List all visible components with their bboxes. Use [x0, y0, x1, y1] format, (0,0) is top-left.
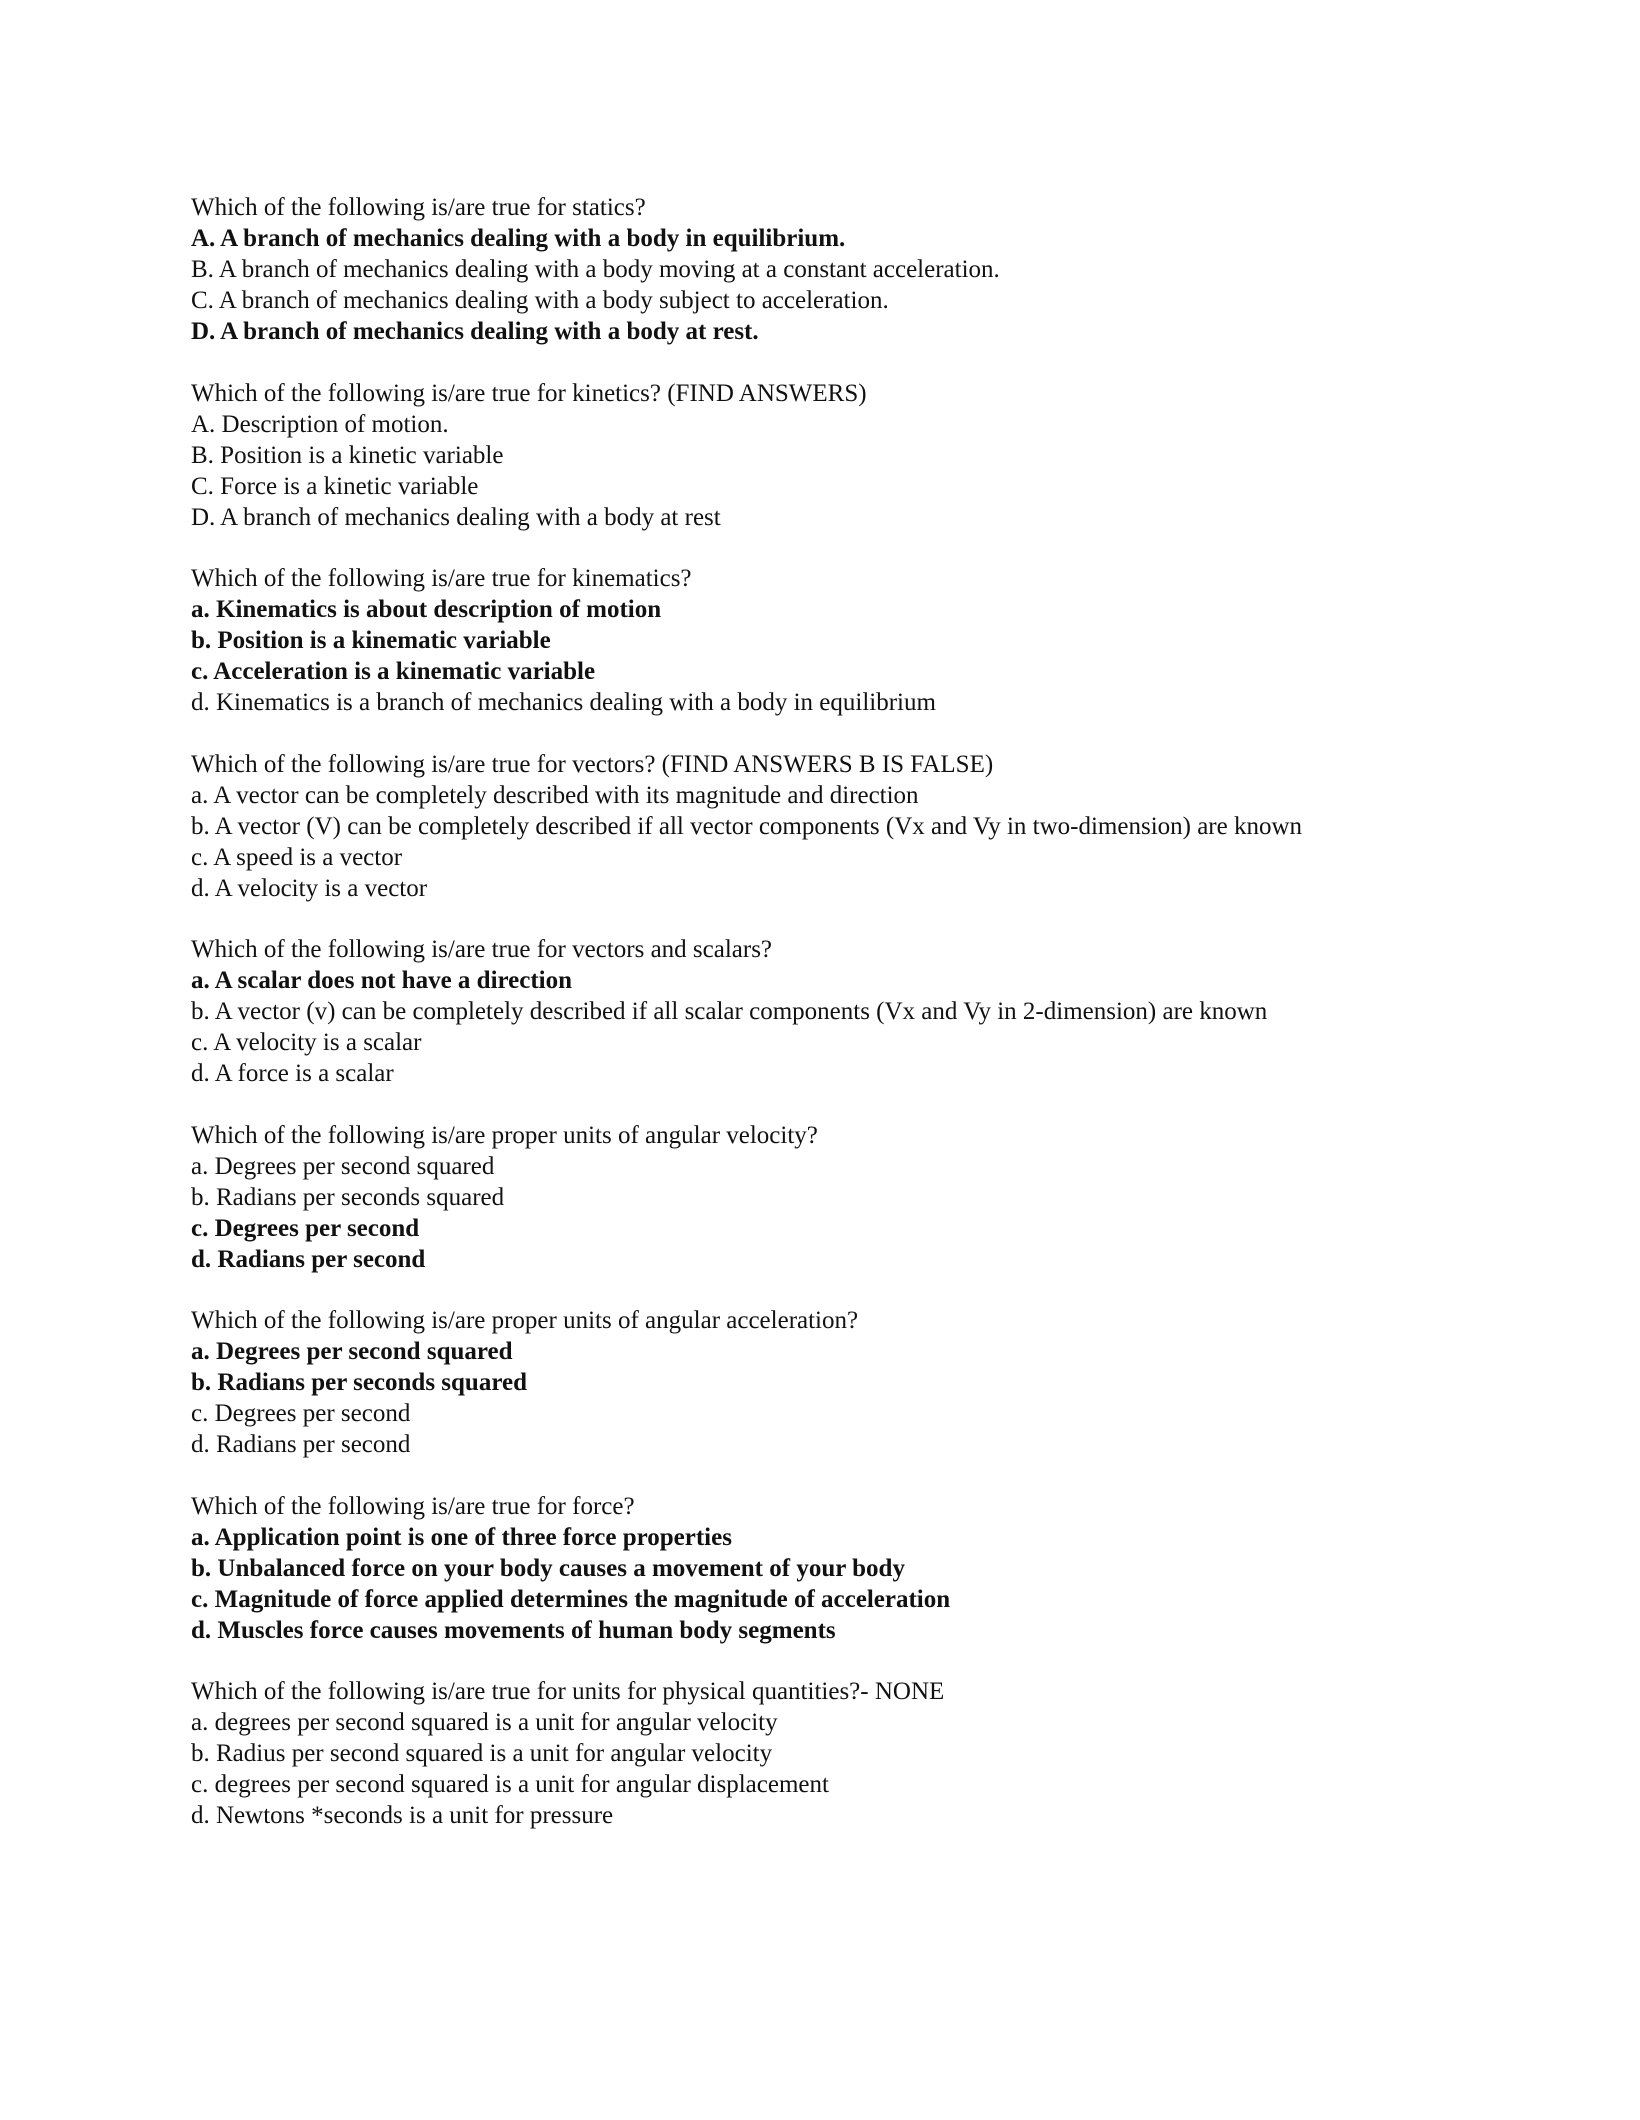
answer-option-correct: a. Degrees per second squared — [191, 1338, 513, 1365]
answer-option: d. A force is a scalar — [191, 1060, 394, 1087]
question-prompt: Which of the following is/are true for vectors and scalars? — [191, 936, 773, 963]
answer-option: a. A vector can be completely described with its magnitude and direction — [191, 781, 919, 809]
answer-option-correct: b. Radians per seconds squared — [191, 1369, 527, 1396]
answer-option: C. A branch of mechanics dealing with a body subject to acceleration. — [191, 287, 889, 314]
answer-option-correct: c. Magnitude of force applied determines the magnitude of acceleration — [191, 1585, 951, 1613]
question-prompt: Which of the following is/are proper units of angular velocity? — [191, 1121, 818, 1149]
answer-option: B. Position is a kinetic variable — [191, 441, 504, 469]
question-block — [191, 192, 1491, 347]
question-prompt: Which of the following is/are true for vectors? (FIND ANSWERS B IS FALSE) — [191, 750, 994, 778]
answer-option-correct: a. Kinematics is about description of motion — [191, 596, 662, 623]
answer-option: d. A velocity is a vector — [191, 874, 428, 902]
answer-option: d. Newtons *seconds is a unit for pressure — [191, 1802, 614, 1829]
answer-option-correct: c. Degrees per second — [191, 1214, 420, 1242]
question-block — [191, 1491, 1491, 1646]
question-block — [191, 749, 1491, 904]
answer-option: D. A branch of mechanics dealing with a body at rest — [191, 503, 721, 531]
answer-option: a. Degrees per second squared — [191, 1152, 495, 1180]
answer-option-correct: b. Position is a kinematic variable — [191, 627, 551, 654]
answer-option: c. degrees per second squared is a unit for angular displacement — [191, 1771, 829, 1798]
answer-option: A. Description of motion. — [191, 410, 449, 438]
answer-option: C. Force is a kinetic variable — [191, 472, 479, 500]
answer-option-correct: D. A branch of mechanics dealing with a body at rest. — [191, 318, 759, 345]
answer-option: c. A velocity is a scalar — [191, 1029, 422, 1056]
answer-option: d. Radians per second — [191, 1431, 411, 1458]
question-block — [191, 378, 1491, 533]
question-prompt: Which of the following is/are true for kinematics? — [191, 565, 692, 592]
answer-option: B. A branch of mechanics dealing with a body moving at a constant acceleration. — [191, 256, 1000, 283]
answer-option-correct: a. A scalar does not have a direction — [191, 967, 573, 994]
question-block — [191, 1120, 1491, 1275]
question-list — [191, 192, 1491, 1862]
answer-option-correct: d. Muscles force causes movements of human body segments — [191, 1616, 836, 1644]
question-block — [191, 563, 1491, 718]
answer-option: a. degrees per second squared is a unit for angular velocity — [191, 1709, 778, 1736]
answer-option-correct: A. A branch of mechanics dealing with a body in equilibrium. — [191, 225, 846, 252]
answer-option: d. Kinematics is a branch of mechanics dealing with a body in equilibrium — [191, 689, 936, 716]
answer-option-correct: b. Unbalanced force on your body causes a movement of your body — [191, 1554, 905, 1582]
answer-option-correct: c. Acceleration is a kinematic variable — [191, 658, 596, 685]
answer-option-correct: a. Application point is one of three force properties — [191, 1523, 732, 1551]
question-prompt: Which of the following is/are true for force? — [191, 1492, 635, 1520]
question-prompt: Which of the following is/are true for kinetics? (FIND ANSWERS) — [191, 379, 867, 407]
question-prompt: Which of the following is/are true for units for physical quantities?- NONE — [191, 1678, 945, 1705]
answer-option: c. Degrees per second — [191, 1400, 411, 1427]
answer-option: b. A vector (v) can be completely described if all scalar components (Vx and Vy in 2-dimension) are known — [191, 998, 1268, 1025]
answer-option: b. A vector (V) can be completely described if all vector components (Vx and Vy in two-dimension) are known — [191, 812, 1303, 840]
question-block — [191, 1676, 1491, 1831]
answer-option: b. Radius per second squared is a unit for angular velocity — [191, 1740, 773, 1767]
answer-option: b. Radians per seconds squared — [191, 1183, 505, 1211]
question-prompt: Which of the following is/are true for statics? — [191, 194, 646, 221]
answer-option-correct: d. Radians per second — [191, 1245, 426, 1273]
answer-option: c. A speed is a vector — [191, 843, 403, 871]
question-prompt: Which of the following is/are proper units of angular acceleration? — [191, 1307, 859, 1334]
question-block — [191, 934, 1491, 1089]
question-block — [191, 1305, 1491, 1460]
